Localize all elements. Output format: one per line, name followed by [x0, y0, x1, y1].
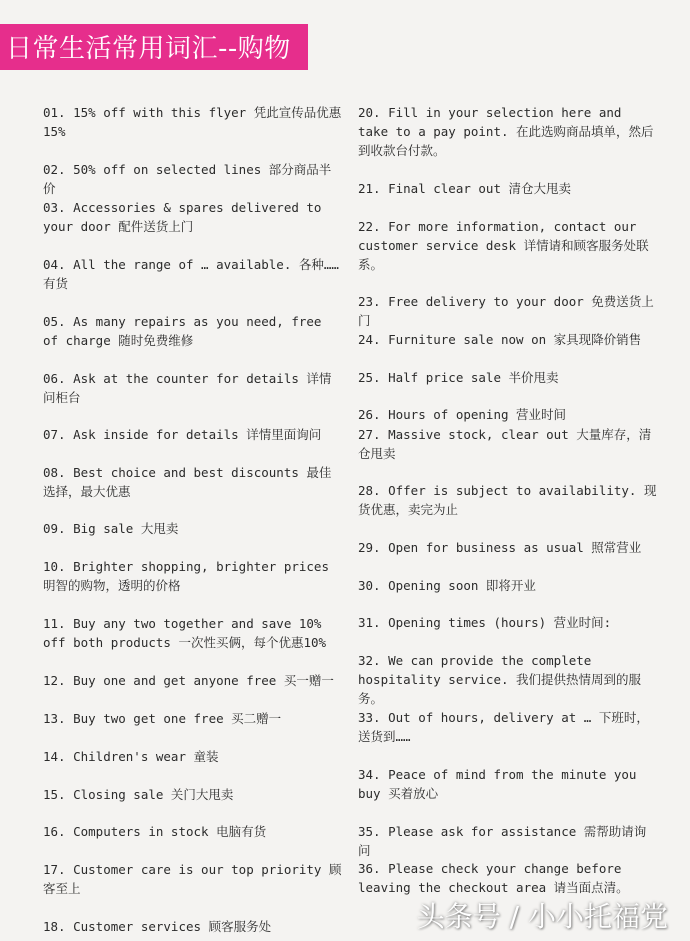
list-item: 09. Big sale 大甩卖 [43, 521, 179, 536]
list-item: 17. Customer care is our top priority 顾客至上 [43, 862, 342, 896]
title-banner [0, 24, 308, 70]
list-item: 02. 50% off on selected lines 部分商品半价 [43, 162, 332, 196]
list-item: 01. 15% off with this flyer 凭此宣传品优惠15% [43, 105, 342, 139]
list-item: 07. Ask inside for details 详情里面询问 [43, 427, 322, 442]
list-item: 35. Please ask for assistance 需帮助请询问 [358, 824, 647, 858]
list-item: 06. Ask at the counter for details 详情问柜台 [43, 371, 332, 405]
list-item: 14. Children's wear 童装 [43, 749, 219, 764]
list-item: 36. Please check your change before leaving the checkout area 请当面点清。 [358, 861, 629, 895]
list-item: 12. Buy one and get anyone free 买一赠一 [43, 673, 334, 688]
list-item: 31. Opening times (hours) 营业时间: [358, 615, 612, 630]
list-item: 04. All the range of … available. 各种……有货 [43, 257, 339, 291]
list-item: 23. Free delivery to your door 免费送货上门 [358, 294, 654, 328]
list-item: 26. Hours of opening 营业时间 [358, 407, 567, 422]
list-item: 13. Buy two get one free 买二赠一 [43, 711, 282, 726]
list-item: 05. As many repairs as you need, free of charge 随时免费维修 [43, 314, 322, 348]
watermark-label: 头条号 / 小小托福党 [416, 900, 668, 933]
list-item: 29. Open for business as usual 照常营业 [358, 540, 642, 555]
page-title: 日常生活常用词汇--购物 [6, 34, 291, 64]
list-item: 22. For more information, contact our customer service desk 详情请和顾客服务处联系。 [358, 219, 649, 272]
list-item: 27. Massive stock, clear out 大量库存，清仓甩卖 [358, 427, 652, 461]
list-item: 28. Offer is subject to availability. 现货优惠，卖完为止 [358, 483, 657, 517]
list-item: 24. Furniture sale now on 家具现降价销售 [358, 332, 642, 347]
list-item: 33. Out of hours, delivery at … 下班时，送货到…… [358, 710, 649, 744]
list-item: 32. We can provide the complete hospitality service. 我们提供热情周到的服务。 [358, 653, 642, 706]
list-item: 11. Buy any two together and save 10% off both products 一次性买俩，每个优惠10% [43, 616, 327, 650]
list-item: 08. Best choice and best discounts 最佳选择，最大优惠 [43, 465, 332, 499]
list-item: 20. Fill in your selection here and take to a pay point. 在此选购商品填单，然后到收款台付款。 [358, 105, 654, 158]
list-item: 30. Opening soon 即将开业 [358, 578, 536, 593]
list-item: 25. Half price sale 半价甩卖 [358, 370, 559, 385]
list-item: 15. Closing sale 关门大甩卖 [43, 787, 234, 802]
list-item: 34. Peace of mind from the minute you buy 买着放心 [358, 767, 637, 801]
list-item: 16. Computers in stock 电脑有货 [43, 824, 267, 839]
list-item: 21. Final clear out 清仓大甩卖 [358, 181, 572, 196]
list-item: 03. Accessories & spares delivered to your door 配件送货上门 [43, 200, 322, 234]
list-item: 18. Customer services 顾客服务处 [43, 919, 272, 934]
list-item: 10. Brighter shopping, brighter prices 明智的购物，透明的价格 [43, 559, 329, 593]
